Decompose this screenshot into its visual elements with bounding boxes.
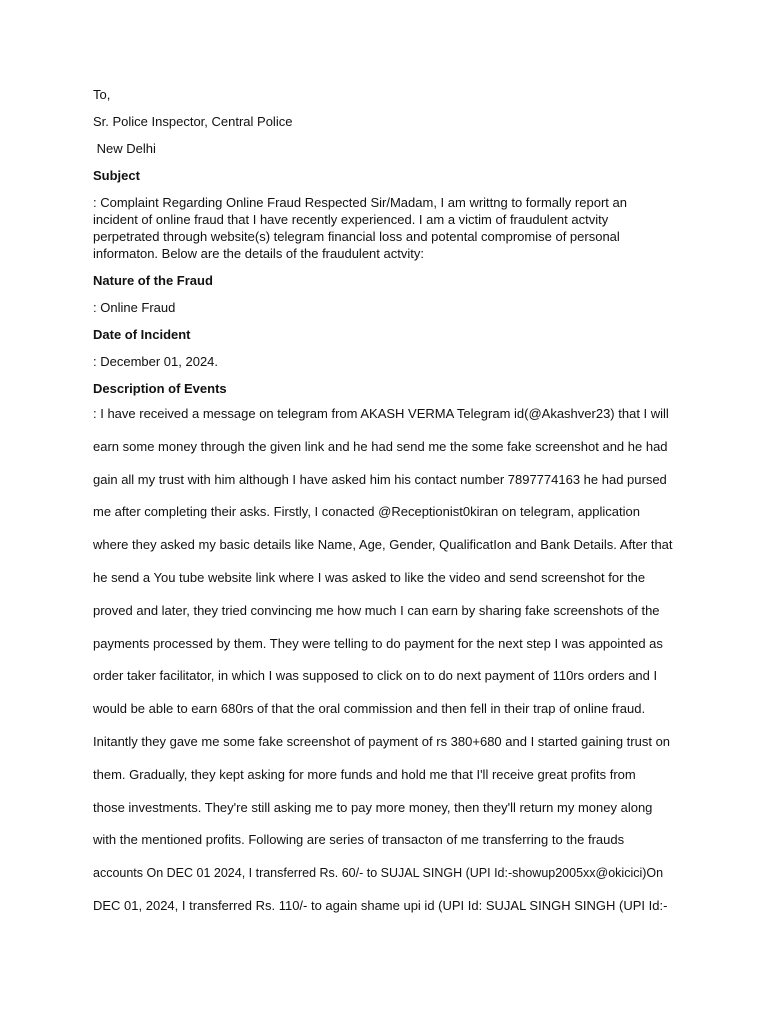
salutation: To, bbox=[93, 87, 111, 102]
description-line: : I have received a message on telegram from AKASH VERMA Telegram id(@Akashver23) that I will bbox=[93, 406, 669, 421]
description-line: would be able to earn 680rs of that the oral commission and then fell in their trap of online fraud. bbox=[93, 701, 646, 717]
description-line: DEC 01, 2024, I transferred Rs. 110/- to again shame upi id (UPI Id: SUJAL SINGH SINGH (UPI Id:- bbox=[93, 897, 668, 913]
description-text bbox=[93, 398, 673, 923]
description-line: gain all my trust with him although I have asked him his contact number 7897774163 he had pursed bbox=[93, 471, 667, 487]
nature-text: : Online Fraud bbox=[93, 300, 176, 315]
subject-heading: Subject bbox=[93, 168, 140, 183]
description-line: those investments. They're still asking me to pay more money, then they'll return my money along bbox=[93, 799, 653, 815]
description-line: he send a You tube website link where I was asked to like the video and send screenshot for the bbox=[93, 569, 646, 585]
description-line: with the mentioned profits. Following are series of transacton of me transferring to the frauds bbox=[93, 832, 625, 848]
date-text: : December 01, 2024. bbox=[93, 354, 219, 369]
nature-heading: Nature of the Fraud bbox=[93, 273, 213, 288]
description-line: payments processed by them. They were telling to do payment for the next step I was appointed as bbox=[93, 635, 663, 651]
subject-text: : Complaint Regarding Online Fraud Respected Sir/Madam, I am writtng to formally report an incident of online fraud that I have recently experienced. I am a victim of fraudulent actvity perpetrated through website(s) telegram financial loss and potental compromise of personal informaton. Below are the details of the fraudulent actvity: bbox=[93, 195, 627, 261]
description-line: earn some money through the given link and he had send me the some fake screenshot and he had bbox=[93, 438, 668, 454]
description-line: order taker facilitator, in which I was supposed to click on to do next payment of 110rs orders and I bbox=[93, 668, 658, 684]
letter-body bbox=[93, 86, 673, 923]
description-line: them. Gradually, they kept asking for more funds and hold me that I'll receive great profits from bbox=[93, 766, 636, 782]
description-line: Initantly they gave me some fake screenshot of payment of rs 380+680 and I started gaining trust on bbox=[93, 733, 671, 749]
recipient: Sr. Police Inspector, Central Police bbox=[93, 114, 293, 129]
date-heading: Date of Incident bbox=[93, 327, 191, 342]
description-heading: Description of Events bbox=[93, 381, 227, 396]
description-line: where they asked my basic details like Name, Age, Gender, QualificatIon and Bank Details. After that bbox=[93, 537, 673, 553]
description-line: me after completing their asks. Firstly, I conacted @Receptionist0kiran on telegram, application bbox=[93, 504, 640, 520]
description-line: proved and later, they tried convincing me how much I can earn by sharing fake screenshots of the bbox=[93, 602, 660, 618]
city: New Delhi bbox=[93, 141, 156, 156]
description-line: accounts On DEC 01 2024, I transferred Rs. 60/- to SUJAL SINGH (UPI Id:-showup2005xx@okicici)On bbox=[93, 866, 664, 881]
